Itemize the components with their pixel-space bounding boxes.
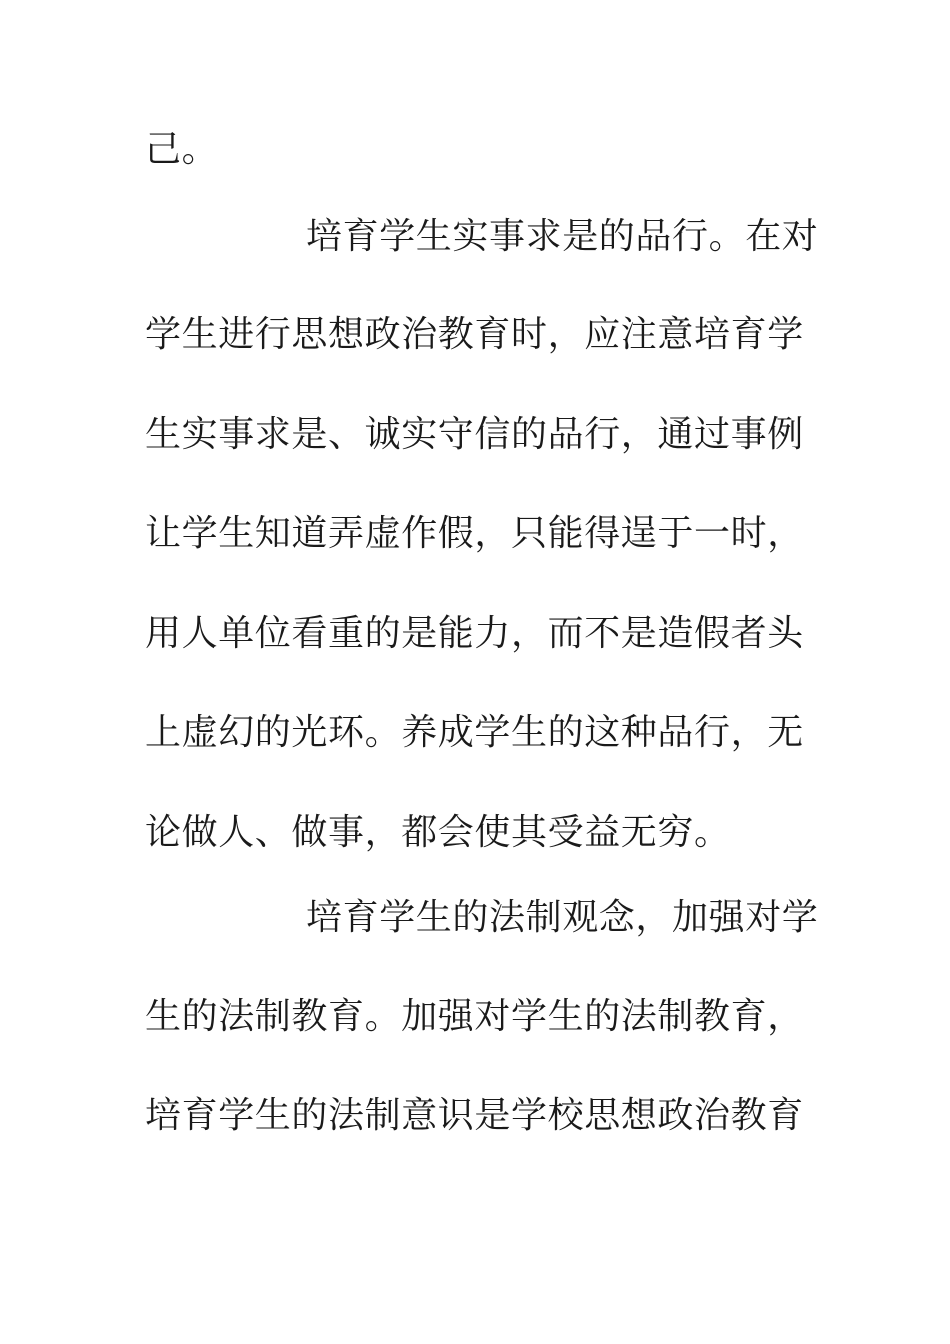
paragraph-start-line: 培育学生的法制观念，加强对学 bbox=[306, 897, 819, 938]
text-line-1: 己。 bbox=[145, 129, 219, 170]
text-line-3: 学生进行思想政治教育时，应注意培育学 bbox=[145, 314, 804, 355]
paragraph-start-line: 培育学生实事求是的品行。在对 bbox=[306, 216, 819, 257]
text-line-8: 论做人、做事，都会使其受益无穷。 bbox=[145, 812, 731, 853]
text-line-4: 生实事求是、诚实守信的品行，通过事例 bbox=[145, 414, 804, 455]
text-line-11: 培育学生的法制意识是学校思想政治教育 bbox=[145, 1095, 804, 1136]
text-line-6: 用人单位看重的是能力，而不是造假者头 bbox=[145, 613, 804, 654]
text-line-5: 让学生知道弄虚作假，只能得逞于一时， bbox=[145, 513, 804, 554]
text-line-7: 上虚幻的光环。养成学生的这种品行，无 bbox=[145, 712, 804, 753]
text-line-10: 生的法制教育。加强对学生的法制教育， bbox=[145, 996, 804, 1037]
